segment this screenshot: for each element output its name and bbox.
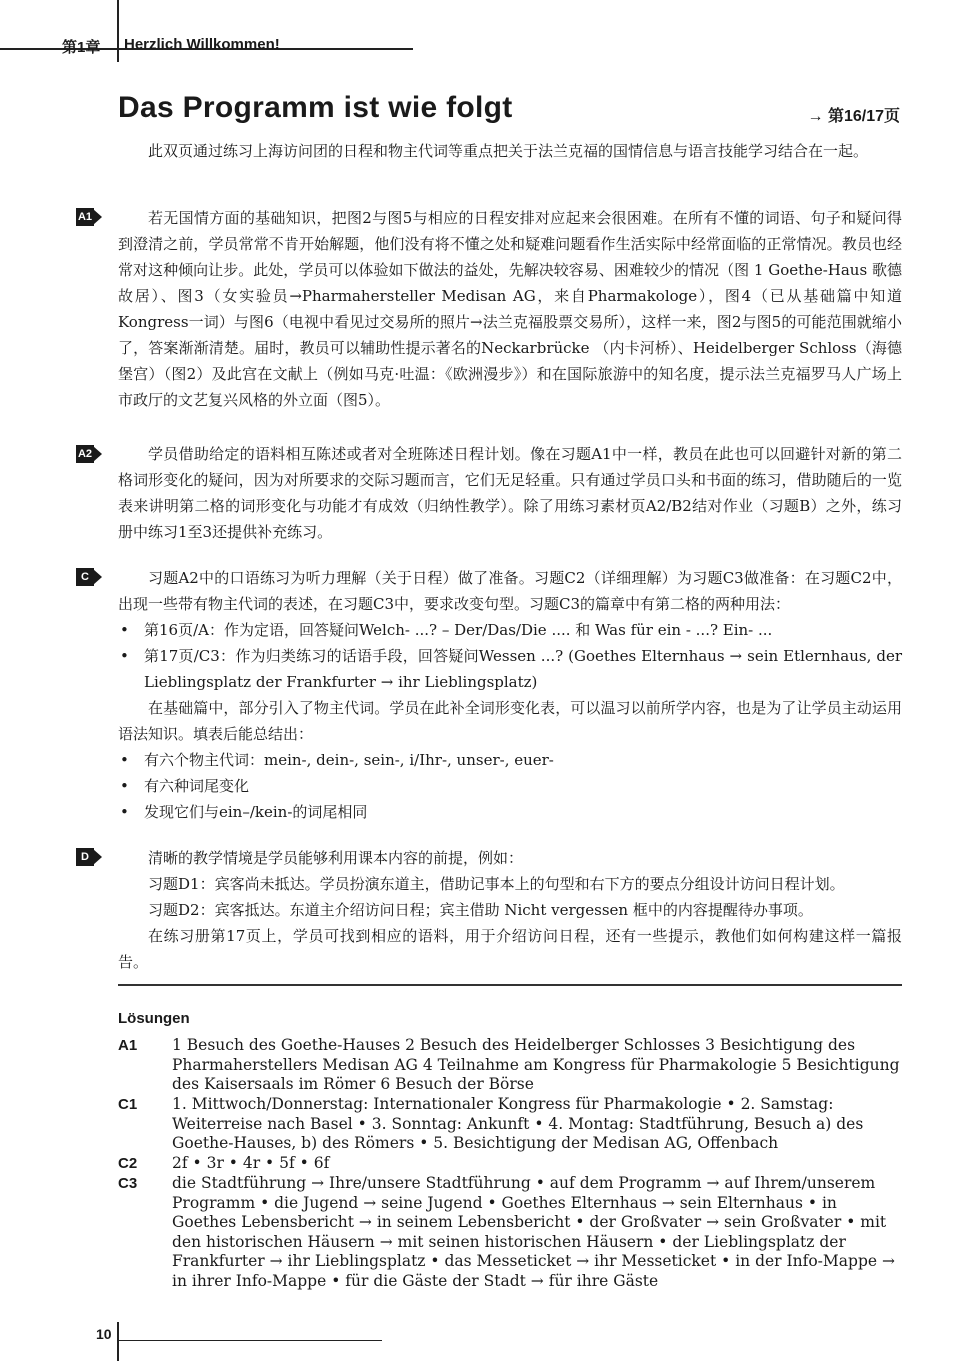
c-usage-item: • 第17页/C3：作为归类练习的话语手段，回答疑问Wessen ...? (Goethes Elternhaus → sein Etlernhaus, der Lieblingsplatz der Frankfurter → ihr Lieblingsplatz) [118,643,902,695]
intro-paragraph [118,138,902,164]
page-title: Das Programm ist wie folgt [118,91,513,124]
header-divider-vertical [117,0,119,62]
c-paragraph-1: 习题A2中的口语练习为听力理解（关于日程）做了准备。习题C2（详细理解）为习题C3做准备：在习题C2中，出现一些带有物主代词的表述，在习题C3中，要求改变句型。习题C3的篇章中有第二格的两种用法： [118,569,902,613]
solution-text: die Stadtführung → Ihre/unsere Stadtführung • auf dem Programm → auf Ihrem/unserem Programm • die Jugend → seine Jugend • Goethes Elternhaus → sein Elternhaus • in Goethes Lebensbericht → in seinem Lebensbericht • der Großvater → sein Großvater • mit den historischen Häusern → mit seinen historischen Häusern • der Lieblingsplatz der Frankfurter → ihr Lieblingsplatz • das Messeticket → ihr Messeticket • in der Info-Mappe → in ihrer Info-Mappe • für die Gäste der Stadt → für ihre Gäste [172,1174,895,1290]
c-marker-label: C [76,568,94,586]
d-marker-arrow [93,849,102,865]
d-marker-label: D [76,848,94,866]
a2-marker-arrow [93,446,102,462]
solution-row-a1 [118,1036,902,1095]
c-usage-list [118,617,902,695]
solution-label: A1 [118,1037,138,1054]
d-marker-icon [76,848,102,866]
solution-text: 2f • 3r • 4r • 5f • 6f [172,1154,330,1172]
solution-label: C2 [118,1155,138,1172]
a1-marker-label: A1 [76,208,94,226]
c-marker-arrow [93,569,102,585]
d-line: 在练习册第17页上，学员可找到相应的语料，用于介绍访问日程，还有一些提示，教他们如何构建这样一篇报告。 [118,927,902,971]
section-a1 [118,205,902,413]
chapter-title: Herzlich Willkommen! [124,36,280,53]
c-summary-list [118,747,902,825]
footer-divider-vertical [117,1322,119,1361]
c-marker-icon [76,568,102,586]
a1-marker-icon [76,208,102,226]
solution-label: C3 [118,1175,138,1192]
a1-text: 若无国情方面的基础知识，把图2与图5与相应的日程安排对应起来会很困难。在所有不懂的词语、句子和疑问得到澄清之前，学员常常不肯开始解题，他们没有将不懂之处和疑难问题看作生活实际中经常面临的正常情况。教员也经常对这种倾向让步。此处，学员可以体验如下做法的益处，先解决较容易、困难较少的情况（图 1 Goethe-Haus 歌德故居）、图3（女实验员→Pharmahersteller Medisan AG，来自Pharmakologe），图4（已从基础篇中知道Kongress一词）与图6（电视中看见过交易所的照片→法兰克福股票交易所），这样一来，图2与图5的可能范围就缩小了，答案渐渐清楚。届时，教员可以辅助性提示著名的Neckarbrücke （内卡河桥）、Heidelberger Schloss（海德堡宫）（图2）及此宫在文献上（例如马克·吐温：《欧洲漫步》）和在国际旅游中的知名度，提示法兰克福罗马人广场上市政厅的文艺复兴风格的外立面（图5）。 [118,209,902,409]
solution-row-c3 [118,1174,902,1292]
footer-divider-horizontal [117,1340,382,1341]
c-summary-item: • 有六个物主代词：mein-, dein-, sein-, i/Ihr-, unser-, euer- [118,747,902,773]
c-summary-item: • 有六种词尾变化 [118,773,902,799]
solution-row-c1 [118,1095,902,1154]
a2-marker-icon [76,445,102,463]
a2-marker-label: A2 [76,445,94,463]
solution-text: 1. Mittwoch/Donnerstag: Internationaler Kongress für Pharmakologie • 2. Samstag: Weiterreise nach Basel • 3. Sonntag: Ankunft • 4. Montag: Stadtführung, Besuch a) des Goethe-Hauses, b) des Römers • 5. Besichtigung der Medisan AG, Offenbach [172,1095,864,1153]
section-c [118,565,902,825]
c-usage-item: • 第16页/A：作为定语，回答疑问Welch- ...? – Der/Das/Die .... 和 Was für ein - ...? Ein- ... [118,617,902,643]
solution-label: C1 [118,1096,138,1113]
d-line: 习题D2：宾客抵达。东道主介绍访问日程；宾主借助 Nicht vergessen 框中的内容提醒待办事项。 [148,901,813,919]
solution-text: 1 Besuch des Goethe-Hauses 2 Besuch des Heidelberger Schlosses 3 Besichtigung des Pharmaherstellers Medisan AG 4 Teilnahme am Kongress für Pharmakologie 5 Besichtigung des Kaisersaals im Römer 6 Besuch der Börse [172,1036,900,1094]
page-reference: → 第16/17页 [807,108,900,125]
d-line: 清晰的教学情境是学员能够利用课本内容的前提，例如： [148,849,524,867]
c-summary-item: • 发现它们与ein–/kein-的词尾相同 [118,799,902,825]
solutions-heading: Lösungen [118,1010,190,1027]
section-a2 [118,441,902,545]
chapter-label: 第1章 [62,39,101,56]
a1-marker-arrow [93,209,102,225]
c-paragraph-2: 在基础篇中，部分引入了物主代词。学员在此补全词形变化表，可以温习以前所学内容，也是为了让学员主动运用语法知识。填表后能总结出： [118,699,902,743]
a2-text: 学员借助给定的语料相互陈述或者对全班陈述日程计划。像在习题A1中一样，教员在此也可以回避针对新的第二格词形变化的疑问，因为对所要求的交际习题而言，它们无足轻重。只有通过学员口头和书面的练习，借助随后的一览表来讲明第二格的词形变化与功能才有成效（归纳性教学）。除了用练习素材页A2/B2结对作业（习题B）之外，练习册中练习1至3还提供补充练习。 [118,445,902,541]
d-line: 习题D1：宾客尚未抵达。学员扮演东道主，借助记事本上的句型和右下方的要点分组设计访问日程计划。 [148,875,845,893]
section-divider [118,984,902,986]
page-number: 10 [96,1326,112,1342]
intro-text: 此双页通过练习上海访问团的日程和物主代词等重点把关于法兰克福的国情信息与语言技能学习结合在一起。 [148,142,869,160]
section-d [118,845,902,975]
solution-row-c2 [118,1154,902,1174]
